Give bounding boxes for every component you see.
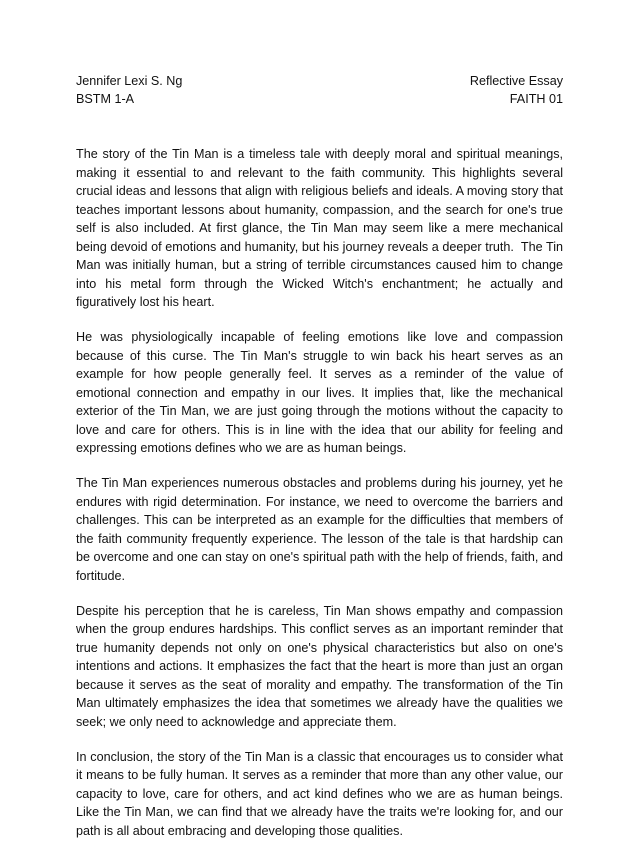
essay-body	[76, 145, 567, 840]
paragraph-2: He was physiologically incapable of feeling emotions like love and compassion because of this curse. The Tin Man's struggle to win back his heart serves as an example for how people generally feel. It serves as a reminder of the value of emotional connection and empathy in our lives. It implies that, like the mechanical exterior of the Tin Man, we are just going through the motions without the capacity to love and care for others. This is in line with the idea that our ability for feeling and expressing emotions defines who we are as human beings.	[76, 330, 567, 455]
document-header	[76, 72, 563, 108]
paragraph-1: The story of the Tin Man is a timeless tale with deeply moral and spiritual meanings, making it essential to and relevant to the faith community. This highlights several crucial ideas and lessons that align with religious beliefs and ideals. A moving story that teaches important lessons about humanity, compassion, and the search for one's true self is also included. At first glance, the Tin Man may seem like a mere mechanical being devoid of emotions and humanity, but his journey reveals a deeper truth. The Tin Man was initially human, but a string of terrible circumstances caused him to change into his metal form through the Wicked Witch's enchantment; he actually and figuratively lost his heart.	[76, 147, 567, 309]
header-right	[470, 72, 563, 108]
header-left	[76, 72, 182, 108]
course-code: FAITH 01	[509, 92, 563, 106]
author-name: Jennifer Lexi S. Ng	[76, 74, 183, 88]
document-page	[76, 72, 567, 857]
paragraph-5: In conclusion, the story of the Tin Man is a classic that encourages us to consider what it means to be fully human. It serves as a reminder that more than any other value, our capacity to love, care for others, and act kind defines who we are as human beings. Like the Tin Man, we can find that we already have the traits we're looking for, and our path is all about embracing and developing those qualities.	[76, 749, 567, 838]
paragraph-3: The Tin Man experiences numerous obstacles and problems during his journey, yet he endures with rigid determination. For instance, we need to overcome the barriers and challenges. This can be interpreted as an example for the difficulties that members of the faith community frequently experience. The lesson of the tale is that hardship can be overcome and one can stay on one's spiritual path with the help of friends, faith, and fortitude.	[76, 476, 567, 583]
document-type: Reflective Essay	[469, 74, 563, 88]
paragraph-4: Despite his perception that he is careless, Tin Man shows empathy and compassion when the group endures hardships. This conflict serves as an important reminder that true humanity depends not only on one's physical characteristics but also on one's intentions and actions. It emphasizes the fact that the heart is more than just an organ because it serves as the seat of morality and empathy. The transformation of the Tin Man ultimately emphasizes the idea that sometimes we already have the qualities we seek; we only need to acknowledge and appreciate them.	[76, 603, 567, 729]
class-section: BSTM 1-A	[76, 92, 135, 106]
